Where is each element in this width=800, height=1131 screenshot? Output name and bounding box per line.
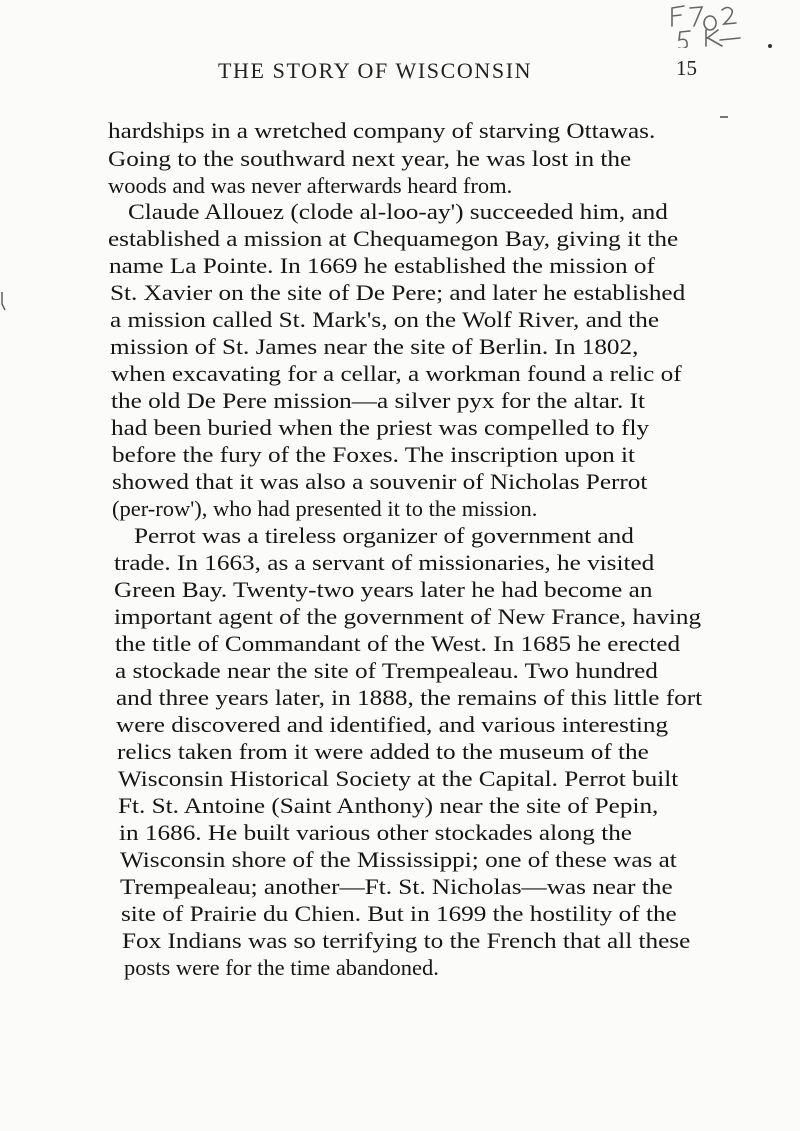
text-line: trade. In 1663, as a servant of missionaries, he visited (114, 550, 655, 575)
text-line: mission of St. James near the site of Berlin. In 1802, (110, 334, 639, 359)
text-line: Fox Indians was so terrifying to the French that all these (122, 928, 691, 953)
text-line: Wisconsin Historical Society at the Capital. Perrot built (118, 766, 679, 791)
text-line: Wisconsin shore of the Mississippi; one of these was at (120, 847, 677, 872)
text-line: before the fury of the Foxes. The inscription upon it (112, 442, 636, 467)
text-line: established a mission at Chequamegon Bay, giving it the (108, 226, 679, 251)
text-line: St. Xavier on the site of De Pere; and later he established (110, 280, 686, 305)
text-line: relics taken from it were added to the museum of the (117, 739, 649, 764)
text-line: Going to the southward next year, he was lost in the (108, 146, 632, 171)
text-line: site of Prairie du Chien. But in 1699 the hostility of the (121, 901, 677, 926)
text-line: were discovered and identified, and various interesting (116, 712, 669, 737)
text-line: woods and was never afterwards heard from. (108, 173, 513, 198)
text-line: (per-row'), who had presented it to the mission. (112, 496, 538, 521)
handwritten-call-number (666, 2, 766, 48)
text-line: hardships in a wretched company of starving Ottawas. (108, 118, 656, 143)
text-line: posts were for the time abandoned. (124, 955, 439, 980)
text-line: and three years later, in 1888, the remains of this little fort (116, 685, 703, 710)
text-line: a mission called St. Mark's, on the Wolf River, and the (110, 307, 660, 332)
text-line: had been buried when the priest was compelled to fly (111, 415, 650, 440)
text-line: a stockade near the site of Trempealeau. Two hundred (115, 658, 658, 683)
text-line: Green Bay. Twenty-two years later he had become an (114, 577, 653, 602)
page-number: 15 (676, 56, 697, 80)
text-line: name La Pointe. In 1669 he established the mission of (109, 253, 655, 278)
text-line: the old De Pere mission—a silver pyx for the altar. It (111, 388, 645, 413)
text-line: Perrot was a tireless organizer of government and (134, 523, 634, 548)
text-line: Ft. St. Antoine (Saint Anthony) near the site of Pepin, (118, 793, 659, 818)
text-line: when excavating for a cellar, a workman found a relic of (111, 361, 682, 386)
running-head: THE STORY OF WISCONSIN (218, 58, 533, 83)
ink-dot (768, 44, 772, 48)
text-line: in 1686. He built various other stockades along the (119, 820, 632, 845)
text-line: important agent of the government of New France, having (114, 604, 702, 629)
text-line: the title of Commandant of the West. In 1685 he erected (115, 631, 681, 656)
text-line: Trempealeau; another—Ft. St. Nicholas—was near the (120, 874, 673, 899)
text-line: showed that it was also a souvenir of Nicholas Perrot (112, 469, 648, 494)
text-line: Claude Allouez (clode al-loo-ay') succeeded him, and (128, 199, 668, 224)
